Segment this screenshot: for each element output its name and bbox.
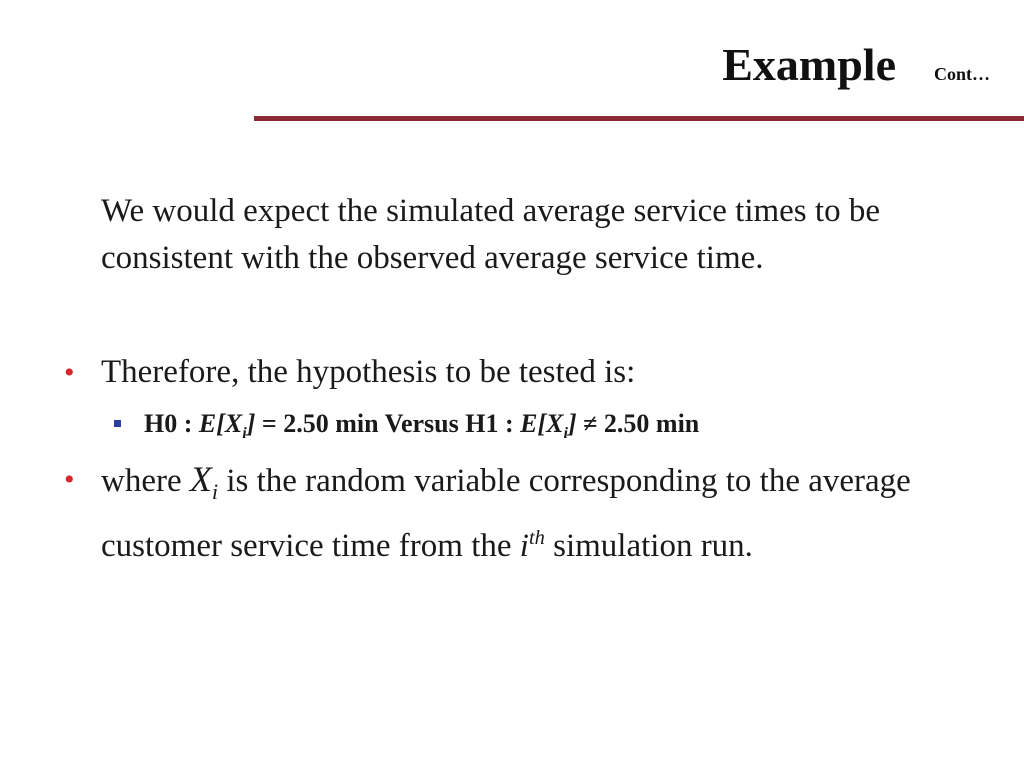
square-bullet-icon	[114, 420, 121, 427]
h1-value: ≠ 2.50 min	[583, 409, 700, 438]
slide-title-suffix: Cont…	[933, 64, 990, 84]
variable-x: $X_i$	[189, 459, 219, 505]
slide-title-group	[722, 38, 990, 91]
h0-expression: $E[X_i]$	[198, 409, 256, 443]
slide-title: Example	[722, 39, 896, 90]
bullet-item-definition	[64, 456, 964, 570]
hypothesis-line	[114, 404, 994, 454]
bullet-text: where $X_i$ is the random variable corresponding to the average customer service time from the $i^{th}$ simulation run.	[101, 459, 911, 565]
intro-paragraph: We would expect the simulated average service times to be consistent with the observed average service time.	[101, 193, 880, 276]
h1-expression: $E[X_i]$	[520, 409, 577, 443]
h0-value: = 2.50 min Versus	[261, 409, 459, 438]
ordinal-i: $i^{th}$	[519, 527, 545, 565]
bullet-icon: •	[64, 463, 75, 496]
bullet-item-hypothesis	[64, 349, 964, 396]
h1-label: H1 :	[465, 409, 514, 438]
bullet-text: Therefore, the hypothesis to be tested is:	[101, 354, 636, 390]
bullet-icon: •	[64, 356, 75, 389]
h0-label: H0 :	[144, 409, 193, 438]
title-divider	[254, 116, 1024, 121]
